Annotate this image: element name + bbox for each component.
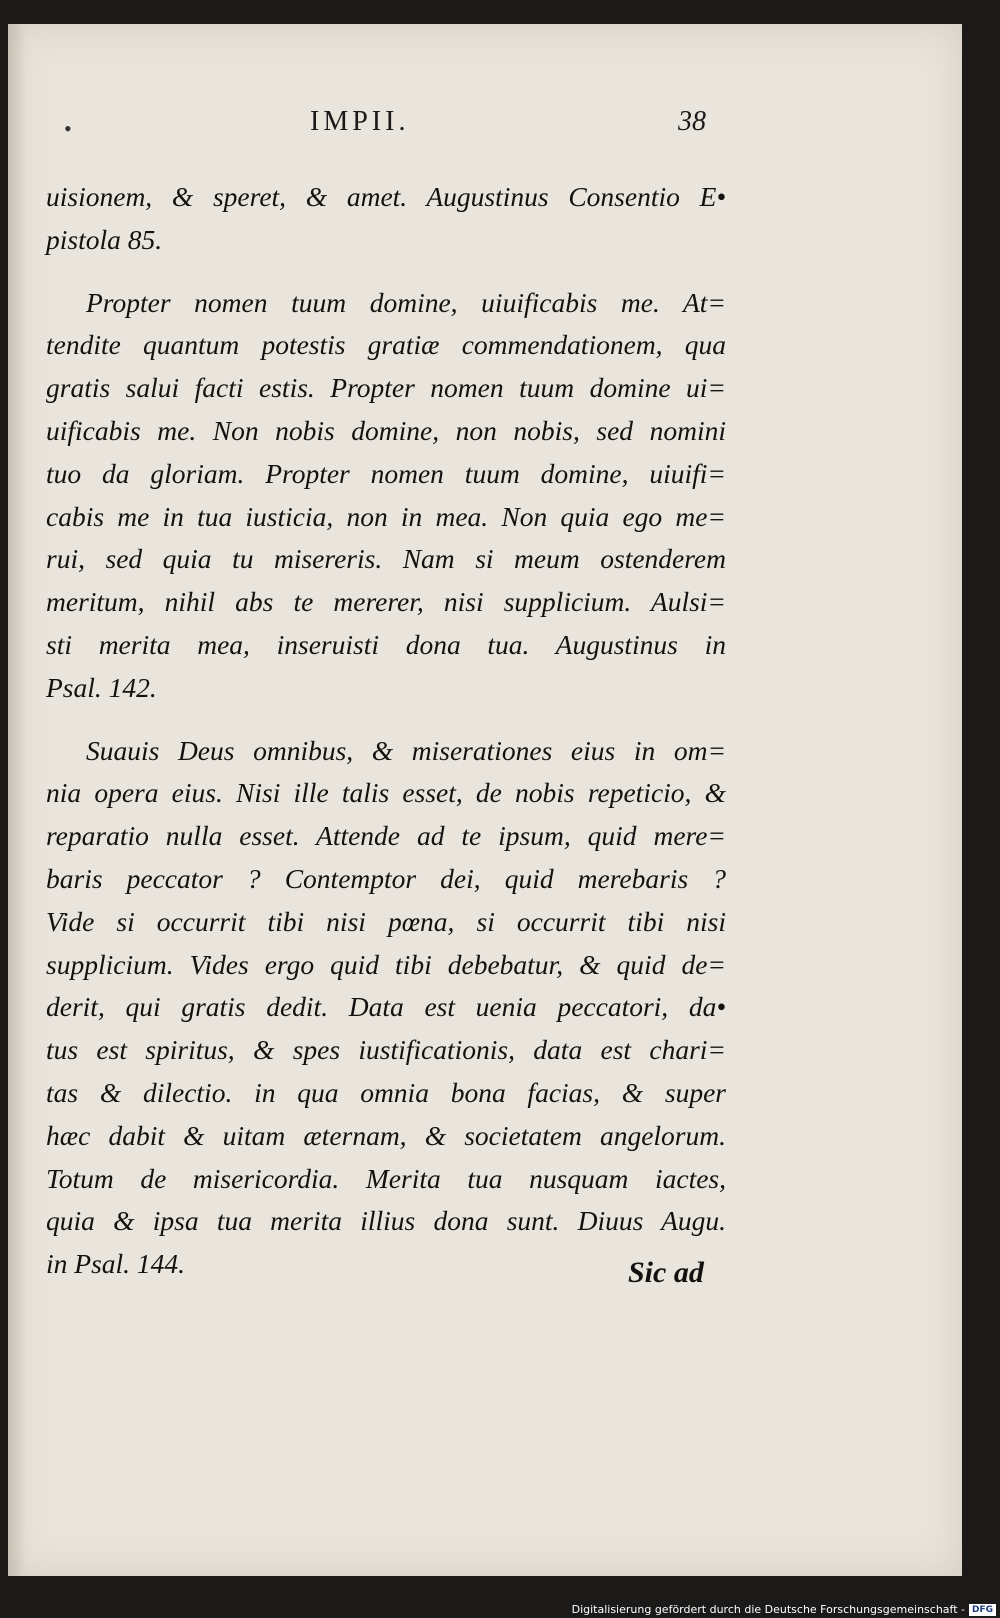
credit-text: Digitalisierung gefördert durch die Deutsche Forschungsgemeinschaft - [571, 1603, 965, 1616]
paragraph [46, 176, 726, 262]
running-title: IMPII. [310, 106, 410, 137]
text-line: gratis salui facti estis. Propter nomen tuum domine ui= [46, 372, 726, 404]
text-line: tus est spiritus, & spes iustificationis, data est chari= [46, 1034, 726, 1066]
book-page [8, 24, 962, 1576]
text-line: nia opera eius. Nisi ille talis esset, de nobis repeticio, & [46, 777, 726, 809]
text-line: tendite quantum potestis gratiæ commendationem, qua [46, 329, 726, 361]
text-line: quia & ipsa tua merita illius dona sunt. Diuus Augu. [46, 1205, 726, 1237]
text-line: Psal. 142. [46, 671, 157, 703]
paragraph [46, 282, 726, 710]
text-line: Vide si occurrit tibi nisi pœna, si occurrit tibi nisi [46, 905, 726, 937]
text-line: derit, qui gratis dedit. Data est uenia peccatori, da• [46, 991, 726, 1023]
page-number: 38 [678, 106, 706, 137]
text-line: uificabis me. Non nobis domine, non nobis, sed nomini [46, 414, 726, 446]
digitization-credit [572, 1603, 996, 1616]
catchword: Sic ad [628, 1256, 704, 1289]
text-line: rui, sed quia tu misereris. Nam si meum ostenderem [46, 543, 726, 575]
text-line: cabis me in tua iusticia, non in mea. Non quia ego me= [46, 500, 726, 532]
text-line: supplicium. Vides ergo quid tibi debebatur, & quid de= [46, 948, 726, 980]
text-line: pistola 85. [46, 223, 163, 255]
head-mark: • [64, 116, 72, 141]
dfg-logo: DFG [969, 1604, 996, 1616]
running-head [8, 106, 962, 146]
text-line: in Psal. 144. [46, 1248, 186, 1280]
text-line: reparatio nulla esset. Attende ad te ipsum, quid mere= [46, 820, 726, 852]
text-line: uisionem, & speret, & amet. Augustinus Consentio E• [46, 181, 726, 212]
text-line: Suauis Deus omnibus, & miserationes eius in om= [86, 734, 726, 766]
text-line: sti merita mea, inseruisti dona tua. Augustinus in [46, 628, 726, 660]
page-text [46, 176, 726, 1306]
text-line: hæc dabit & uitam æternam, & societatem angelorum. [46, 1119, 726, 1151]
text-line: Propter nomen tuum domine, uiuificabis me. At= [86, 286, 726, 318]
text-line: tas & dilectio. in qua omnia bona facias, & super [46, 1076, 726, 1108]
text-line: Totum de misericordia. Merita tua nusquam iactes, [46, 1162, 726, 1194]
page-spine-shadow [8, 24, 26, 1576]
paragraph [46, 730, 726, 1286]
text-line: baris peccator ? Contemptor dei, quid merebaris ? [46, 862, 726, 894]
text-line: tuo da gloriam. Propter nomen tuum domine, uiuifi= [46, 457, 726, 489]
text-line: meritum, nihil abs te mererer, nisi supplicium. Aulsi= [46, 586, 726, 618]
